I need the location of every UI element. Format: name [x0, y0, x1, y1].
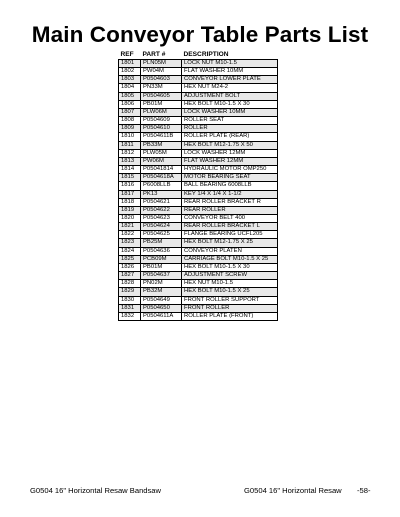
description-cell: FRONT ROLLER SUPPORT: [182, 296, 278, 304]
table-row: [119, 304, 278, 312]
table-row: [119, 247, 278, 255]
part-number-cell: P0504622: [141, 206, 182, 214]
description-cell: FRONT ROLLER: [182, 304, 278, 312]
table-row: [119, 108, 278, 116]
page-title: Main Conveyor Table Parts List: [31, 22, 369, 47]
description-cell: ROLLER PLATE (FRONT): [182, 312, 278, 320]
description-cell: CONVEYOR LOWER PLATE: [182, 76, 278, 84]
description-cell: LOCK WASHER 10MM: [182, 108, 278, 116]
description-cell: ADJUSTMENT SCREW: [182, 272, 278, 280]
part-number-cell: PN02M: [141, 280, 182, 288]
part-number-cell: P6008LLB: [141, 182, 182, 190]
ref-cell: 1830: [119, 296, 141, 304]
table-row: [119, 239, 278, 247]
ref-cell: 1831: [119, 304, 141, 312]
description-cell: CONVEYOR PLATEN: [182, 247, 278, 255]
part-number-cell: PN33M: [141, 84, 182, 92]
part-number-cell: PB01M: [141, 263, 182, 271]
description-cell: ROLLER PLATE (REAR): [182, 133, 278, 141]
ref-cell: 1825: [119, 255, 141, 263]
part-number-cell: P0504621: [141, 198, 182, 206]
page-number: -58-: [357, 486, 371, 495]
ref-cell: 1812: [119, 149, 141, 157]
description-cell: LOCK NUT M10-1.5: [182, 60, 278, 68]
ref-cell: 1816: [119, 182, 141, 190]
ref-cell: 1815: [119, 174, 141, 182]
description-cell: REAR ROLLER BRACKET R: [182, 198, 278, 206]
column-header-part: PART #: [142, 51, 166, 58]
table-row: [119, 190, 278, 198]
table-row: [119, 223, 278, 231]
table-row: [119, 92, 278, 100]
ref-cell: 1829: [119, 288, 141, 296]
description-cell: FLANGE BEARING UCFL205: [182, 231, 278, 239]
footer-model-title: G0504 16" Horizontal Resaw: [244, 486, 342, 495]
part-number-cell: P0504610: [141, 125, 182, 133]
ref-cell: 1817: [119, 190, 141, 198]
description-cell: LOCK WASHER 12MM: [182, 149, 278, 157]
description-cell: REAR ROLLER: [182, 206, 278, 214]
part-number-cell: PB33M: [141, 141, 182, 149]
ref-cell: 1808: [119, 117, 141, 125]
ref-cell: 1801: [119, 60, 141, 68]
part-number-cell: P05041814: [141, 166, 182, 174]
description-cell: KEY 1/4 X 1/4 X 1-1/2: [182, 190, 278, 198]
table-row: [119, 312, 278, 320]
table-row: [119, 288, 278, 296]
part-number-cell: PB25M: [141, 239, 182, 247]
description-cell: MOTOR BEARING SEAT: [182, 174, 278, 182]
parts-table-body: [119, 60, 278, 321]
description-cell: CONVEYOR BELT 400: [182, 214, 278, 222]
ref-cell: 1809: [119, 125, 141, 133]
ref-cell: 1826: [119, 263, 141, 271]
ref-cell: 1832: [119, 312, 141, 320]
part-number-cell: P0504611B: [141, 133, 182, 141]
ref-cell: 1823: [119, 239, 141, 247]
description-cell: HYDRAULIC MOTOR OMP250: [182, 166, 278, 174]
description-cell: ROLLER: [182, 125, 278, 133]
table-row: [119, 272, 278, 280]
part-number-cell: P0504605: [141, 92, 182, 100]
part-number-cell: PLW06M: [141, 108, 182, 116]
ref-cell: 1806: [119, 100, 141, 108]
part-number-cell: P0504603: [141, 76, 182, 84]
ref-cell: 1824: [119, 247, 141, 255]
description-cell: REAR ROLLER BRACKET L: [182, 223, 278, 231]
ref-cell: 1820: [119, 214, 141, 222]
description-cell: FLAT WASHER 10MM: [182, 68, 278, 76]
part-number-cell: P0504625: [141, 231, 182, 239]
ref-cell: 1810: [119, 133, 141, 141]
part-number-cell: PK13: [141, 190, 182, 198]
table-row: [119, 206, 278, 214]
part-number-cell: PB01M: [141, 100, 182, 108]
table-row: [119, 157, 278, 165]
table-row: [119, 255, 278, 263]
table-header-row: [119, 51, 278, 60]
part-number-cell: PB32M: [141, 288, 182, 296]
ref-cell: 1805: [119, 92, 141, 100]
table-row: [119, 141, 278, 149]
description-cell: HEX BOLT M10-1.5 X 30: [182, 100, 278, 108]
description-cell: HEX BOLT M10-1.5 X 25: [182, 288, 278, 296]
part-number-cell: P0504649: [141, 296, 182, 304]
description-cell: HEX NUT M10-1.5: [182, 280, 278, 288]
table-row: [119, 296, 278, 304]
description-cell: HEX BOLT M12-1.75 X 25: [182, 239, 278, 247]
description-cell: HEX BOLT M10-1.5 X 30: [182, 263, 278, 271]
table-row: [119, 76, 278, 84]
table-row: [119, 231, 278, 239]
description-cell: FLAT WASHER 12MM: [182, 157, 278, 165]
table-row: [119, 68, 278, 76]
part-number-cell: PLW05M: [141, 149, 182, 157]
ref-cell: 1803: [119, 76, 141, 84]
description-cell: ADJUSTMENT BOLT: [182, 92, 278, 100]
ref-cell: 1819: [119, 206, 141, 214]
ref-cell: 1821: [119, 223, 141, 231]
description-cell: HEX NUT M24-2: [182, 84, 278, 92]
ref-cell: 1827: [119, 272, 141, 280]
description-cell: BALL BEARING 6008LLB: [182, 182, 278, 190]
table-row: [119, 182, 278, 190]
part-number-cell: P0504636: [141, 247, 182, 255]
part-number-cell: PW04M: [141, 68, 182, 76]
part-number-cell: PW06M: [141, 157, 182, 165]
table-row: [119, 133, 278, 141]
column-header-ref: REF: [120, 51, 134, 58]
ref-cell: 1813: [119, 157, 141, 165]
table-row: [119, 280, 278, 288]
part-number-cell: P0504624: [141, 223, 182, 231]
table-row: [119, 100, 278, 108]
ref-cell: 1818: [119, 198, 141, 206]
part-number-cell: PCB09M: [141, 255, 182, 263]
table-row: [119, 263, 278, 271]
table-row: [119, 166, 278, 174]
ref-cell: 1807: [119, 108, 141, 116]
description-cell: CARRIAGE BOLT M10-1.5 X 25: [182, 255, 278, 263]
column-header-description: DESCRIPTION: [183, 51, 229, 58]
table-row: [119, 198, 278, 206]
table-row: [119, 125, 278, 133]
parts-table: [118, 51, 278, 321]
part-number-cell: P0504609: [141, 117, 182, 125]
description-cell: ROLLER SEAT: [182, 117, 278, 125]
ref-cell: 1814: [119, 166, 141, 174]
table-row: [119, 84, 278, 92]
ref-cell: 1804: [119, 84, 141, 92]
footer-manual-title: G0504 16" Horizontal Resaw Bandsaw: [30, 486, 162, 495]
part-number-cell: PLN05M: [141, 60, 182, 68]
part-number-cell: P0504623: [141, 214, 182, 222]
table-row: [119, 174, 278, 182]
ref-cell: 1822: [119, 231, 141, 239]
part-number-cell: P0504637: [141, 272, 182, 280]
ref-cell: 1802: [119, 68, 141, 76]
part-number-cell: P0504650: [141, 304, 182, 312]
table-row: [119, 149, 278, 157]
table-row: [119, 60, 278, 68]
table-row: [119, 214, 278, 222]
ref-cell: 1828: [119, 280, 141, 288]
ref-cell: 1811: [119, 141, 141, 149]
part-number-cell: P0504611A: [141, 312, 182, 320]
part-number-cell: P0504618A: [141, 174, 182, 182]
description-cell: HEX BOLT M12-1.75 X 50: [182, 141, 278, 149]
table-row: [119, 117, 278, 125]
